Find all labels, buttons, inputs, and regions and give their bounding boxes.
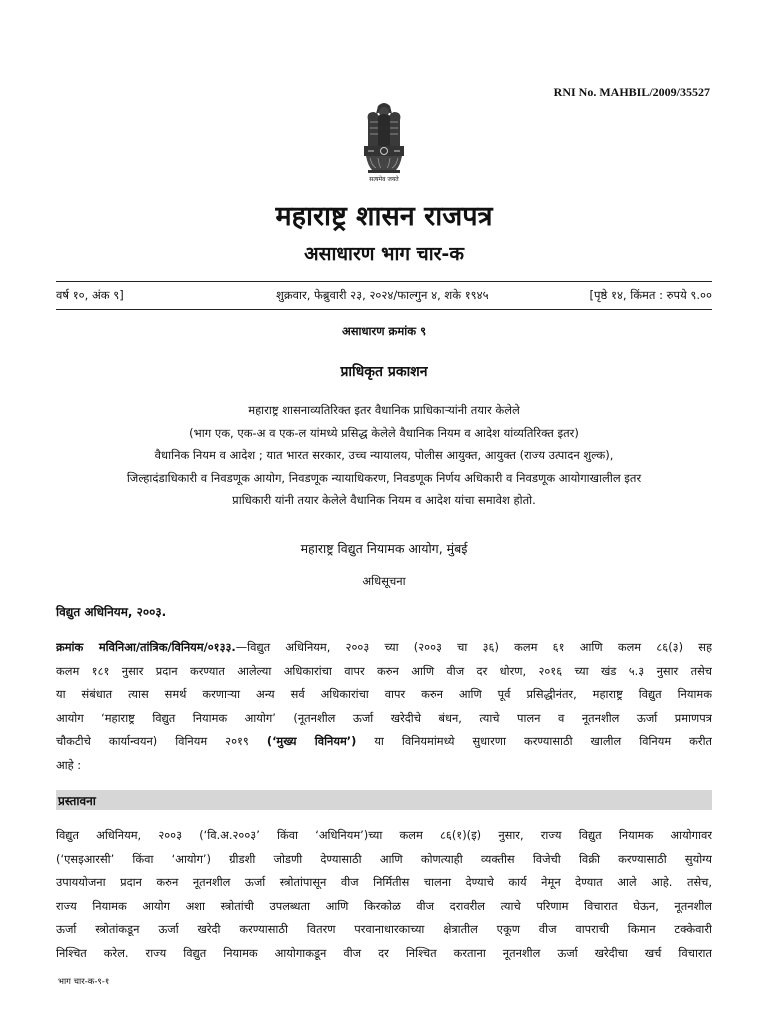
paragraph-line: विद्युत अधिनियम, २००३ (‘वि.अ.२००३’ किंवा ‘अधिनियम’)च्या कलम ८६(१)(इ) नुसार, राज्य विद्युत नियामक आयोगावर [56, 828, 712, 842]
paragraph-text: चौकटीचे कार्यान्वयन) विनियम २०१९ [56, 734, 267, 749]
paragraph-text: या विनियमांमध्ये सुधारणा करण्यासाठी खालील विनियम करीत [356, 734, 712, 749]
notification-number: क्रमांक मविनिआ/तांत्रिक/विनियम/०१३३. [56, 640, 236, 654]
commission-heading: महाराष्ट्र विद्युत नियामक आयोग, मुंबई [300, 541, 468, 556]
notification-heading: अधिसूचना [362, 574, 406, 588]
top-rule [56, 281, 712, 282]
page-footer: भाग चार-क-९-१ [58, 977, 110, 987]
paragraph-line: (‘एसइआरसी’ किंवा ‘आयोग’) ग्रीडशी जोडणी देण्यासाठी आणि कोणत्याही व्यक्तीस विजेची विक्री करण्यासाठी सुयोग्य [56, 851, 712, 866]
volume-issue: वर्ष १०, अंक ९] [56, 288, 124, 302]
description-line: जिल्हादंडाधिकारी व निवडणूक आयोग, निवडणूक न्यायाधिकरण, निवडणूक निर्णय अधिकारी व निवडणूक आयोगाखालील इतर [126, 470, 642, 485]
notification-paragraph [56, 636, 712, 778]
paragraph-line: ऊर्जा स्त्रोतांकडून ऊर्जा खरेदी करण्यासाठी वितरण परवानाधारकाच्या क्षेत्रातील एकूण वीज वापराची किमान टक्केवारी [56, 922, 712, 937]
paragraph-text: —विद्युत अधिनियम, २००३ च्या (२००३ चा ३६) कलम ६१ आणि कलम ८६(३) सह [235, 640, 712, 654]
authorized-publication: प्राधिकृत प्रकाशन [340, 364, 428, 380]
section-heading: प्रस्तावना [58, 794, 96, 808]
issue-date: शुक्रवार, फेब्रुवारी २३, २०२४/फाल्गुन ४, शके १९४५ [276, 288, 489, 302]
paragraph-line: राज्य नियामक आयोग अशा स्त्रोतांची उपलब्धता आणि किरकोळ वीज दरावरील त्याचे परिणाम विचारात घेऊन, नूतनशील [56, 898, 712, 913]
paragraph-line: उपाययोजना प्रदान करुन नूतनशील ऊर्जा स्त्रोतांपासून वीज निर्मितीस चालना देण्याचे कार्य नेमून देण्यात आले आहे. तसेच, [56, 875, 712, 890]
paragraph-line: आयोग ‘महाराष्ट्र विद्युत नियामक आयोग’ (नूतनशील ऊर्जा खरेदीचे बंधन, त्याचे पालन व नूतनशील ऊर्जा प्रमाणपत्र [56, 710, 712, 725]
emblem-motto: सत्यमेव जयते [369, 176, 399, 183]
gazette-subtitle: असाधारण भाग चार-क [304, 243, 464, 265]
description-line: प्राधिकारी यांनी तयार केलेले वैधानिक नियम व आदेश यांचा समावेश होतो. [232, 493, 536, 507]
paragraph-line [56, 636, 712, 660]
principal-regulations: (‘मुख्य विनियम’) [266, 734, 357, 749]
preamble-paragraph [56, 824, 712, 966]
paragraph-line: निश्चित करेल. राज्य विद्युत नियामक आयोगाकडून वीज दर निश्चित करताना नूतनशील ऊर्जा खरेदीचा खर्च विचारात [56, 945, 712, 960]
pages-price: [पृष्ठे १४, किंमत : रुपये ९.०० [589, 288, 712, 302]
paragraph-line [56, 730, 712, 754]
rni-number: RNI No. MAHBIL/2009/35527 [553, 85, 710, 99]
gazette-title: महाराष्ट्र शासन राजपत्र [275, 201, 493, 232]
preamble-section-bar [56, 790, 712, 810]
act-reference: विद्युत अधिनियम, २००३. [56, 605, 167, 619]
description-line: (भाग एक, एक-अ व एक-ल यांमध्ये प्रसिद्ध केलेले वैधानिक नियम व आदेश यांव्यतिरिक्त इतर) [189, 425, 579, 440]
paragraph-line: कलम १८१ नुसार प्रदान करण्यात आलेल्या अधिकारांचा वापर करुन आणि वीज दर धोरण, २०१६ च्या खंड ५.३ नुसार तसेच [56, 663, 712, 678]
paragraph-line: आहे : [56, 757, 82, 772]
description-line: वैधानिक नियम व आदेश ; यात भारत सरकार, उच्च न्यायालय, पोलीस आयुक्त, आयुक्त (राज्य उत्पादन शुल्क), [154, 448, 614, 462]
extraordinary-number: असाधारण क्रमांक ९ [341, 324, 427, 338]
description-block [56, 399, 712, 512]
bottom-rule [56, 309, 712, 310]
description-line: महाराष्ट्र शासनाव्यतिरिक्त इतर वैधानिक प्राधिकाऱ्यांनी तयार केलेले [248, 403, 520, 417]
paragraph-line: या संबंधात त्यास समर्थ करणाऱ्या अन्य सर्व अधिकारांचा वापर करुन आणि पूर्व प्रसिद्धीनंतर, महाराष्ट्र विद्युत नियामक [56, 687, 712, 702]
